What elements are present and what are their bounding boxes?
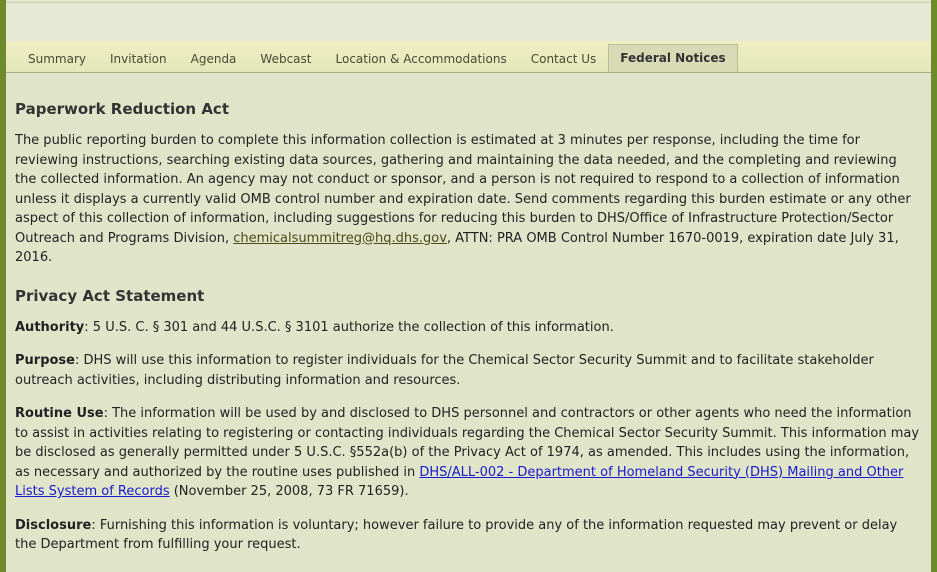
privacy-heading: Privacy Act Statement (15, 286, 205, 305)
pra-paragraph (15, 131, 921, 268)
authority-label: Authority (15, 319, 85, 335)
pra-email-link[interactable]: chemicalsummitreg@hq.dhs.gov (233, 230, 447, 246)
tab-summary[interactable]: Summary (28, 52, 86, 66)
tab-bar (6, 41, 931, 73)
pra-text-before: The public reporting burden to complete this information collection is estimated at 3 minutes per response, including the time for reviewing instructions, searching existing data sources, gathering and maintaining the data needed, and the completing and reviewing the collected information. An agency may not conduct or sponsor, and a person is not required to respond to a collection of information unless it displays a currently valid OMB control number and expiration date. Send comments regarding this burden estimate or any other aspect of this collection of information, including suggestions for reducing this burden to DHS/Office of Infrastructure Protection/Sector Outreach and Programs Division, (15, 133, 911, 246)
authority-paragraph (15, 318, 921, 338)
routine-use-paragraph (15, 404, 921, 502)
pra-text-after: , ATTN: PRA OMB Control Number 1670-0019, expiration date July 31, 2016. (15, 230, 899, 265)
tab-location-accommodations[interactable]: Location & Accommodations (335, 52, 507, 66)
disclosure-paragraph (15, 516, 921, 555)
tab-invitation[interactable]: Invitation (110, 52, 167, 66)
authority-text: : 5 U.S. C. § 301 and 44 U.S.C. § 3101 authorize the collection of this information. (84, 319, 614, 335)
disclosure-label: Disclosure (15, 517, 92, 533)
tab-agenda[interactable]: Agenda (190, 52, 237, 66)
tab-contact-us[interactable]: Contact Us (530, 52, 597, 66)
disclosure-text: : Furnishing this information is voluntary; however failure to provide any of the information requested may prevent or delay the Department from fulfilling your request. (15, 517, 898, 552)
routine-use-after: (November 25, 2008, 73 FR 71659). (169, 484, 409, 499)
page (6, 2, 931, 572)
routine-use-text: : The information will be used by and disclosed to DHS personnel and contractors or other agents who need the information to assist in activities relating to registering or contacting individuals regarding the Chemical Sector Security Summit. This information may be disclosed as generally permitted under 5 U.S.C. §552a(b) of the Privacy Act of 1974, as amended. This includes using the information, as necessary and authorized by the routine uses published in (15, 406, 920, 480)
purpose-label: Purpose (15, 353, 75, 368)
header-band (6, 2, 931, 41)
page-frame-right (931, 0, 937, 572)
pra-heading: Paperwork Reduction Act (15, 100, 229, 118)
routine-use-label: Routine Use (15, 406, 104, 421)
tab-webcast[interactable]: Webcast (260, 52, 312, 66)
purpose-text: : DHS will use this information to register individuals for the Chemical Sector Security Summit and to facilitate stakeholder outreach activities, including distributing information and resources. (15, 353, 874, 388)
purpose-paragraph (15, 351, 921, 390)
tab-federal-notices[interactable]: Federal Notices (608, 44, 737, 72)
sorn-link[interactable]: DHS/ALL-002 - Department of Homeland Security (DHS) Mailing and Other Lists System of Records (15, 464, 904, 499)
main-content (6, 73, 931, 555)
